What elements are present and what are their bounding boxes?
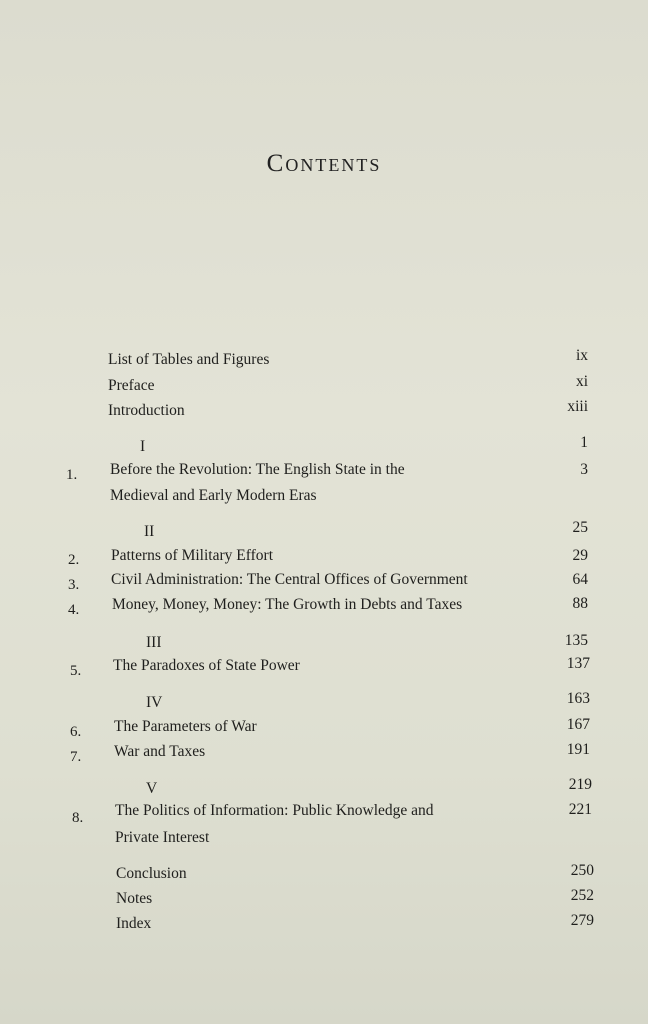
toc-part-label: V	[146, 780, 158, 797]
toc-chapter-page: 221	[568, 801, 592, 818]
toc-part-label: IV	[146, 694, 163, 711]
toc-chapter-title: Patterns of Military Effort	[111, 547, 274, 564]
toc-chapter-page: 167	[566, 716, 590, 733]
toc-chapter-title: The Politics of Information: Public Knowledge and	[115, 802, 434, 819]
toc-part-page: 1	[580, 434, 588, 451]
toc-chapter-number: 4.	[68, 602, 80, 618]
toc-chapter-title: The Parameters of War	[114, 718, 257, 735]
toc-chapter-number: 8.	[72, 810, 84, 826]
toc-part-page: 135	[564, 632, 588, 649]
toc-chapter-page: 88	[572, 595, 588, 612]
toc-front-title: Preface	[108, 377, 155, 394]
toc-chapter-page: 137	[566, 655, 590, 672]
toc-front-title: List of Tables and Figures	[108, 351, 270, 368]
toc-front-page: ix	[575, 347, 588, 364]
toc-back-title: Index	[116, 915, 152, 932]
toc-back-page: 250	[570, 862, 594, 879]
toc-back-title: Conclusion	[116, 865, 187, 882]
toc-back-title: Notes	[116, 890, 153, 907]
toc-front-title: Introduction	[108, 402, 185, 419]
toc-part-label: II	[144, 523, 155, 540]
toc-part-page: 25	[572, 519, 588, 536]
toc-chapter-page: 64	[572, 571, 588, 588]
toc-chapter-page: 191	[566, 741, 590, 758]
toc-chapter-number: 2.	[68, 552, 80, 568]
toc-chapter-title: Money, Money, Money: The Growth in Debts and Taxes	[112, 596, 463, 613]
toc-chapter-title: War and Taxes	[114, 743, 206, 760]
toc-back-page: 279	[570, 912, 594, 929]
toc-back-page: 252	[570, 887, 594, 904]
toc-chapter-title-cont: Medieval and Early Modern Eras	[110, 487, 317, 504]
toc-part-label: I	[140, 438, 146, 455]
toc-part-page: 219	[568, 776, 592, 793]
toc-chapter-number: 6.	[70, 724, 82, 740]
toc-chapter-title-cont: Private Interest	[115, 829, 210, 846]
toc-chapter-number: 7.	[70, 749, 82, 765]
toc-chapter-number: 5.	[70, 663, 82, 679]
toc-chapter-title: Before the Revolution: The English State in the	[110, 461, 405, 478]
toc-front-page: xiii	[567, 398, 588, 415]
toc-chapter-number: 1.	[66, 467, 78, 483]
toc-part-label: III	[146, 634, 162, 651]
toc-chapter-title: Civil Administration: The Central Offices of Government	[111, 571, 468, 588]
toc-front-page: xi	[575, 373, 588, 390]
page-title: Contents	[266, 150, 382, 177]
toc-chapter-title: The Paradoxes of State Power	[113, 657, 300, 674]
toc-chapter-page: 3	[580, 461, 588, 478]
toc-chapter-page: 29	[572, 547, 588, 564]
toc-chapter-number: 3.	[68, 577, 80, 593]
toc-part-page: 163	[566, 690, 590, 707]
